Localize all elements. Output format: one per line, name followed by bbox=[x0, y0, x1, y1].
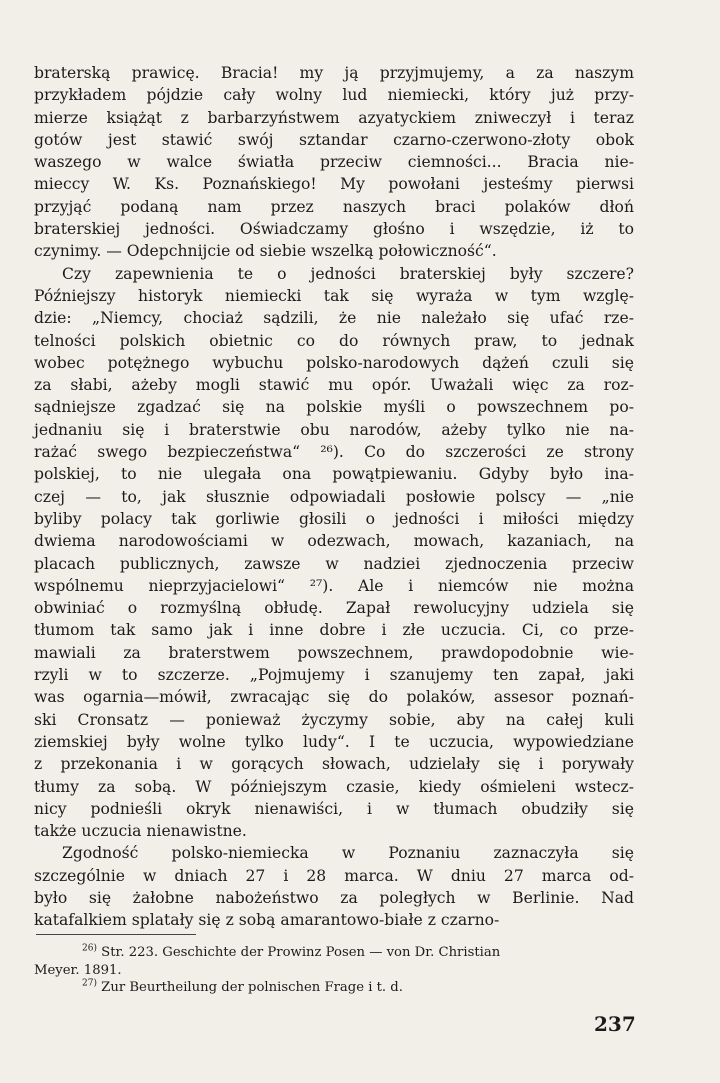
text-line: Czy zapewnienia te o jedności braterskiej były szczere? bbox=[62, 264, 634, 283]
text-line: tłumom tak samo jak i inne dobre i złe uczucia. Ci, co prze- bbox=[34, 621, 634, 640]
text-line: także uczucia nienawistne. bbox=[34, 822, 247, 841]
text-line: wspólnemu nieprzyjacielowi“ ²⁷). Ale i niemców nie można bbox=[34, 576, 634, 595]
text-line: rażać swego bezpieczeństwa“ ²⁶). Co do szczerości ze strony bbox=[34, 443, 634, 462]
text-line: za słabi, ażeby mogli stawić mu opór. Uważali więc za roz- bbox=[34, 376, 634, 395]
footnote-27: $^{27)}$ Zur Beurtheilung der polnischen Frage i t. d. bbox=[82, 978, 403, 995]
text-line: było się żałobne nabożeństwo za poległych w Berlinie. Nad bbox=[34, 888, 634, 907]
text-line: szczególnie w dniach 27 i 28 marca. W dniu 27 marca od- bbox=[34, 866, 634, 885]
footnote-26-continuation: Meyer. 1891. bbox=[34, 962, 122, 978]
text-line: ski Cronsatz — ponieważ życzymy sobie, aby na całej kuli bbox=[34, 710, 634, 729]
text-line: nicy podnieśli okryk nienawiści, i w tłumach obudziły się bbox=[34, 799, 634, 818]
text-line: waszego w walce światła przeciw ciemności... Bracia nie- bbox=[34, 153, 634, 172]
text-line: was ogarnia—mówił, zwracając się do polaków, assesor poznań- bbox=[34, 688, 634, 707]
text-line: katafalkiem splatały się z sobą amarantowo-białe z czarno- bbox=[34, 911, 500, 930]
text-line: dwiema narodowościami w odezwach, mowach, kazaniach, na bbox=[34, 532, 634, 551]
text-line: wobec potężnego wybuchu polsko-narodowych dążeń czuli się bbox=[34, 353, 634, 372]
text-line: dzie: „Niemcy, chociaż sądzili, że nie należało się ufać rze- bbox=[34, 309, 634, 328]
text-line: polskiej, to nie ulegała ona powątpiewaniu. Gdyby było ina- bbox=[34, 465, 634, 484]
text-line: czynimy. — Odepchnijcie od siebie wszelką połowiczność“. bbox=[34, 242, 497, 261]
text-line: byliby polacy tak gorliwie głosili o jedności i miłości między bbox=[34, 509, 634, 528]
text-line: przyjąć podaną nam przez naszych braci polaków dłoń bbox=[34, 197, 634, 216]
text-line: mawiali za braterstwem powszechnem, prawdopodobnie wie- bbox=[34, 643, 634, 662]
text-line: ziemskiej były wolne tylko ludy“. I te uczucia, wypowiedziane bbox=[34, 732, 634, 751]
footnotes bbox=[34, 944, 634, 997]
text-line: gotów jest stawić swój sztandar czarno-czerwono-złoty obok bbox=[34, 130, 634, 149]
text-line: rzyli w to szczerze. „Pojmujemy i szanujemy ten zapał, jaki bbox=[34, 666, 634, 685]
body-text bbox=[34, 62, 634, 932]
text-line: jednaniu się i braterstwie obu narodów, ażeby tylko nie na- bbox=[34, 420, 634, 439]
text-line: mieccy W. Ks. Poznańskiego! My powołani jesteśmy pierwsi bbox=[34, 175, 634, 194]
text-line: tłumy za sobą. W późniejszym czasie, kiedy ośmieleni wstecz- bbox=[34, 777, 634, 796]
footnote-separator bbox=[36, 934, 196, 935]
text-line: mierze książąt z barbarzyństwem azyatyckiem zniweczył i teraz bbox=[34, 108, 634, 127]
footnote-26: $^{26)}$ Str. 223. Geschichte der Prowinz Posen — von Dr. Christian bbox=[82, 943, 501, 960]
text-line: Zgodność polsko-niemiecka w Poznaniu zaznaczyła się bbox=[62, 844, 634, 863]
text-line: braterską prawicę. Bracia! my ją przyjmujemy, a za naszym bbox=[34, 64, 634, 82]
page-number: 237 bbox=[594, 1012, 636, 1036]
text-line: czej — to, jak słusznie odpowiadali posłowie polscy — „nie bbox=[34, 487, 634, 506]
text-line: placach publicznych, zawsze w nadziei zjednoczenia przeciw bbox=[34, 554, 634, 573]
text-line: z przekonania i w gorących słowach, udzielały się i porywały bbox=[34, 755, 634, 774]
text-line: sądniejsze zgadzać się na polskie myśli o powszechnem po- bbox=[34, 398, 634, 417]
text-line: obwiniać o rozmyślną obłudę. Zapał rewolucyjny udziela się bbox=[34, 599, 634, 618]
text-line: braterskiej jedności. Oświadczamy głośno i wszędzie, iż to bbox=[34, 220, 634, 239]
text-line: Późniejszy historyk niemiecki tak się wyraża w tym wzglę- bbox=[34, 286, 634, 305]
text-line: przykładem pójdzie cały wolny lud niemiecki, który już przy- bbox=[34, 86, 634, 105]
text-line: telności polskich obietnic co do równych praw, to jednak bbox=[34, 331, 634, 350]
